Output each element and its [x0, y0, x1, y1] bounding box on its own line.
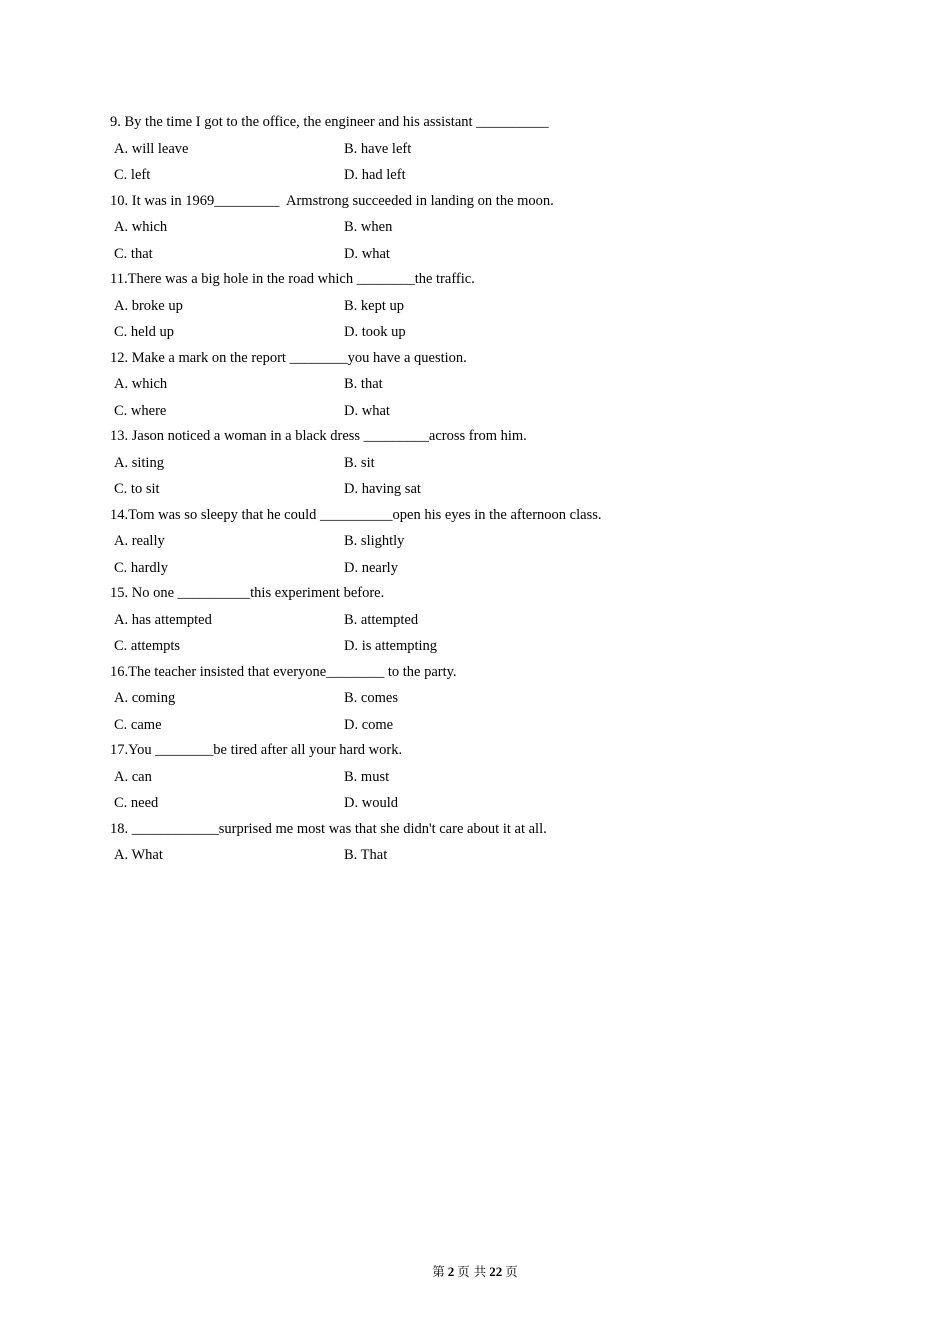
option-a[interactable]: A. coming: [114, 690, 176, 706]
option-a[interactable]: A. can: [114, 768, 152, 785]
option-b[interactable]: B. comes: [344, 690, 398, 706]
option-c[interactable]: C. to sit: [114, 481, 160, 497]
option-d[interactable]: D. come: [344, 716, 394, 733]
option-row: [110, 633, 840, 660]
question-item: [110, 424, 840, 503]
option-c[interactable]: C. where: [114, 402, 167, 419]
question-stem: 13. Jason noticed a woman in a black dress _________across from him.: [110, 428, 527, 444]
question-item: [110, 660, 840, 739]
option-c[interactable]: C. need: [114, 795, 159, 811]
option-d[interactable]: D. nearly: [344, 559, 398, 576]
option-row: [110, 241, 840, 268]
option-d[interactable]: D. would: [344, 795, 398, 811]
option-row: [110, 371, 840, 398]
option-a[interactable]: A. will leave: [114, 140, 189, 157]
option-d[interactable]: D. what: [344, 245, 390, 262]
option-row: [110, 842, 840, 869]
option-c[interactable]: C. that: [114, 245, 153, 262]
option-c[interactable]: C. held up: [114, 324, 175, 340]
question-stem: 11.There was a big hole in the road which ________the traffic.: [110, 271, 475, 287]
footer-total-pages: 22: [489, 1264, 503, 1279]
option-b[interactable]: B. That: [344, 847, 388, 863]
option-row: [110, 607, 840, 634]
question-stem: 9. By the time I got to the office, the engineer and his assistant __________: [110, 114, 549, 130]
option-c[interactable]: C. hardly: [114, 559, 168, 576]
option-c[interactable]: C. left: [114, 167, 151, 183]
option-b[interactable]: B. slightly: [344, 533, 405, 549]
question-item: [110, 110, 840, 189]
option-row: [110, 214, 840, 241]
question-item: [110, 503, 840, 582]
question-stem: 18. ____________surprised me most was that she didn't care about it at all.: [110, 820, 547, 837]
question-stem: 17.You ________be tired after all your hard work.: [110, 742, 403, 758]
option-row: [110, 528, 840, 555]
option-a[interactable]: A. which: [114, 219, 168, 235]
option-row: [110, 555, 840, 582]
option-c[interactable]: C. came: [114, 716, 162, 733]
question-item: [110, 346, 840, 425]
option-row: [110, 764, 840, 791]
option-row: [110, 790, 840, 817]
option-c[interactable]: C. attempts: [114, 638, 181, 654]
option-a[interactable]: A. siting: [114, 454, 164, 471]
question-item: [110, 189, 840, 268]
option-b[interactable]: B. when: [344, 219, 393, 235]
option-b[interactable]: B. kept up: [344, 297, 405, 314]
option-d[interactable]: D. is attempting: [344, 638, 438, 654]
option-b[interactable]: B. have left: [344, 140, 412, 157]
option-d[interactable]: D. had left: [344, 167, 406, 183]
question-stem: 12. Make a mark on the report ________you have a question.: [110, 349, 467, 366]
footer-suffix: 页: [505, 1264, 518, 1279]
option-a[interactable]: A. really: [114, 533, 165, 549]
option-d[interactable]: D. took up: [344, 324, 406, 340]
option-row: [110, 162, 840, 189]
question-stem: 14.Tom was so sleepy that he could __________open his eyes in the afternoon class.: [110, 506, 602, 523]
option-d[interactable]: D. having sat: [344, 481, 421, 497]
option-row: [110, 450, 840, 477]
option-a[interactable]: A. broke up: [114, 297, 183, 314]
option-a[interactable]: A. has attempted: [114, 611, 212, 628]
option-d[interactable]: D. what: [344, 402, 390, 419]
question-item: [110, 267, 840, 346]
questions-container: [110, 110, 840, 869]
option-a[interactable]: A. which: [114, 376, 168, 392]
footer-current-page: 2: [447, 1264, 455, 1279]
option-row: [110, 398, 840, 425]
option-b[interactable]: B. must: [344, 768, 390, 785]
option-b[interactable]: B. sit: [344, 454, 375, 471]
question-stem: 10. It was in 1969_________ Armstrong succeeded in landing on the moon.: [110, 192, 554, 209]
question-item: [110, 817, 840, 869]
option-row: [110, 136, 840, 163]
question-stem: 16.The teacher insisted that everyone________ to the party.: [110, 663, 457, 680]
footer-prefix: 第: [432, 1264, 445, 1279]
footer-middle: 页 共: [457, 1264, 487, 1279]
option-row: [110, 476, 840, 503]
question-item: [110, 738, 840, 817]
question-stem: 15. No one __________this experiment before.: [110, 585, 385, 601]
option-a[interactable]: A. What: [114, 847, 163, 863]
page-footer: [0, 1262, 950, 1280]
option-row: [110, 319, 840, 346]
option-row: [110, 293, 840, 320]
option-row: [110, 712, 840, 739]
question-item: [110, 581, 840, 660]
option-b[interactable]: B. that: [344, 376, 383, 392]
option-row: [110, 685, 840, 712]
option-b[interactable]: B. attempted: [344, 611, 419, 628]
